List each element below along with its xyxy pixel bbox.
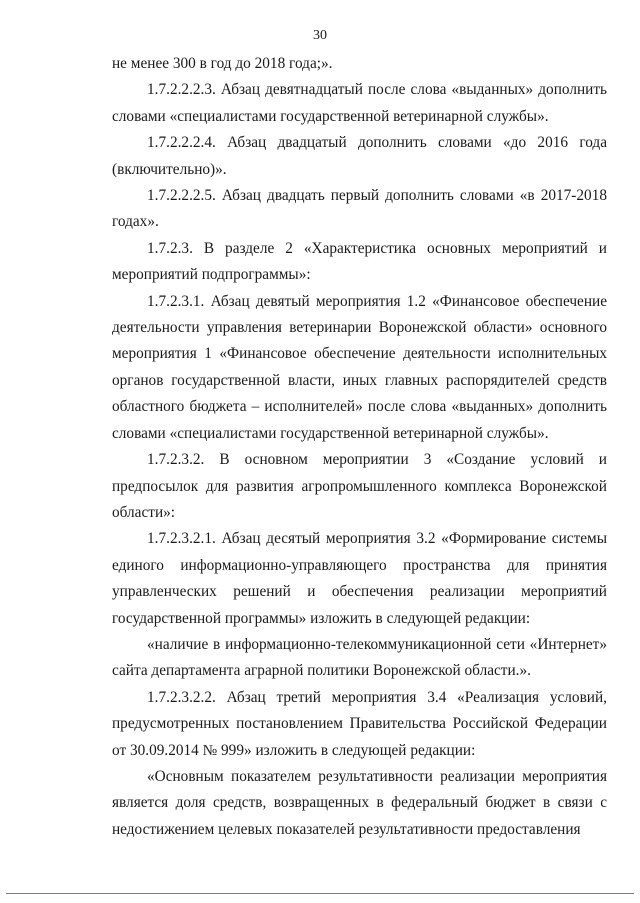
paragraph-1-7-2-3-2: 1.7.2.3.2. В основном мероприятии 3 «Создание условий и предпосылок для развития агропромышленного комплекса Воронежской области»: [112,451,607,521]
paragraph-1-7-2-3-1: 1.7.2.3.1. Абзац девятый мероприятия 1.2 «Финансовое обеспечение деятельности управления ветеринарии Воронежской области» основного мероприятия 1 «Финансовое обеспечение деятельности исполнительных органов государственной власти, иных главных распорядителей средств областного бюджета – исполнителей» после слова «выданных» дополнить словами «специалистами государственной ветеринарной службы». [112,292,607,442]
paragraph-1-7-2-3-2-2: 1.7.2.3.2.2. Абзац третий мероприятия 3.4 «Реализация условий, предусмотренных постановлением Правительства Российской Федерации от 30.09.2014 № 999» изложить в следующей редакции: [112,688,607,759]
paragraph-quoted-internet: «наличие в информационно-телекоммуникационной сети «Интернет» сайта департамента аграрной политики Воронежской области.». [112,635,607,680]
paragraph-1-7-2-3: 1.7.2.3. В разделе 2 «Характеристика основных мероприятий и мероприятий подпрограммы»: [112,239,607,284]
paragraph-1-7-2-3-2-1: 1.7.2.3.2.1. Абзац десятый мероприятия 3.2 «Формирование системы единого информационно-управляющего пространства для принятия управленческих решений и обеспечения реализации мероприятий государственной программы» изложить в следующей редакции: [112,530,607,627]
paragraph-continuation: не менее 300 в год до 2018 года;». [112,55,333,72]
paragraph-1-7-2-2-2-3: 1.7.2.2.2.3. Абзац девятнадцатый после слова «выданных» дополнить словами «специалистами государственной ветеринарной службы». [112,81,607,125]
paragraph-quoted-indicator: «Основным показателем результативности реализации мероприятия является доля средств, возвращенных в федеральный бюджет в связи с недостижением целевых показателей результативности предоставления [112,767,607,838]
document-body [112,51,607,843]
paragraph-1-7-2-2-2-4: 1.7.2.2.2.4. Абзац двадцатый дополнить словами «до 2016 года (включительно)». [112,134,607,178]
page-bottom-rule [6,893,634,894]
page-number: 30 [313,28,327,43]
paragraph-1-7-2-2-2-5: 1.7.2.2.2.5. Абзац двадцать первый дополнить словами «в 2017-2018 годах». [112,187,607,231]
